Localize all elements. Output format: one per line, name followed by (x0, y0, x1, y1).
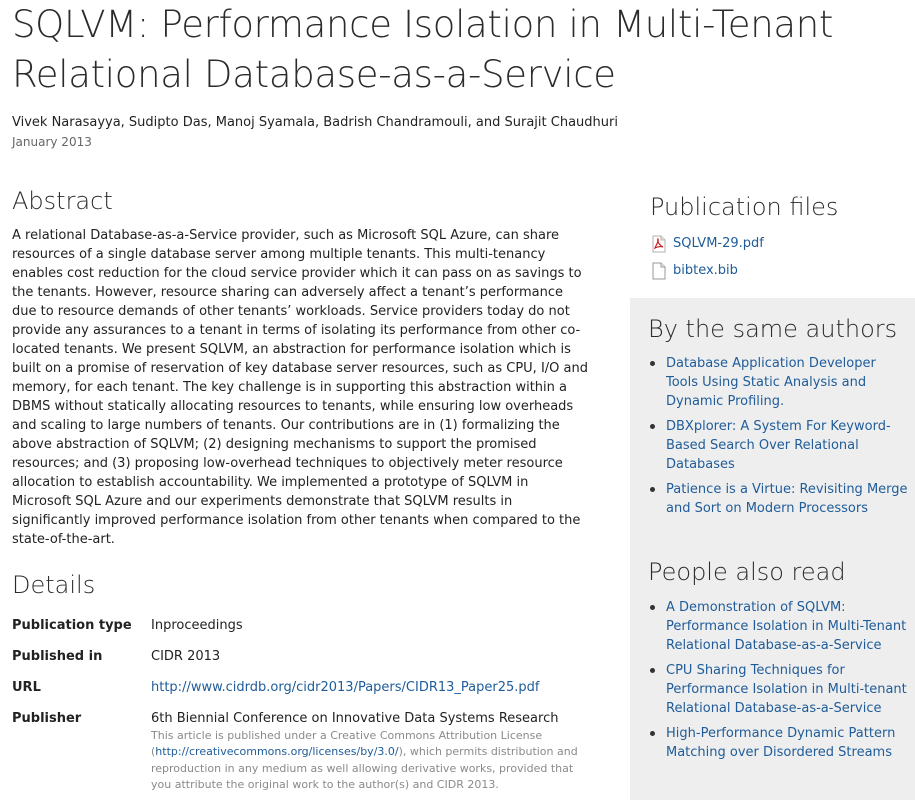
detail-label: URL (12, 680, 41, 695)
detail-label: Publisher (12, 711, 82, 726)
pdf-file-icon (650, 235, 668, 253)
details-table (12, 614, 590, 791)
file-item-bib[interactable] (650, 262, 738, 280)
page-title: SQLVM: Performance Isolation in Multi-Tenant Relational Database-as-a-Service (12, 3, 834, 96)
bullet (650, 424, 655, 429)
related-paper-link[interactable]: Database Application Developer Tools Using Static Analysis and Dynamic Profiling. (666, 356, 876, 409)
related-sidebar (630, 298, 915, 800)
list-item (666, 661, 911, 718)
people-also-read-list (666, 598, 911, 768)
detail-label: Publication type (12, 618, 132, 633)
same-authors-heading: By the same authors (648, 315, 898, 343)
paper-url-link[interactable]: http://www.cidrdb.org/cidr2013/Papers/CIDR13_Paper25.pdf (151, 680, 540, 695)
license-note (151, 728, 591, 793)
file-item-pdf[interactable] (650, 235, 764, 253)
list-item (666, 724, 911, 762)
same-authors-list (666, 354, 911, 524)
license-text-after: ), which permits distribution and reproduction in any medium as well allowing derivative works, provided that you attribute the original work to the author(s) and CIDR 2013. (151, 745, 578, 791)
license-link[interactable]: http://creativecommons.org/licenses/by/3.0/ (155, 745, 399, 759)
detail-value: Inproceedings (151, 618, 243, 633)
detail-value: 6th Biennial Conference on Innovative Data Systems Research (151, 711, 559, 726)
details-heading: Details (12, 571, 96, 599)
detail-row-published-in (12, 645, 590, 676)
related-paper-link[interactable]: Patience is a Virtue: Revisiting Merge and Sort on Modern Processors (666, 482, 908, 516)
list-item (666, 417, 911, 474)
bullet (650, 668, 655, 673)
abstract-text: A relational Database-as-a-Service provider, such as Microsoft SQL Azure, can share resources of a single database server among multiple tenants. This multi-tenancy enables cost reduction for the cloud service provider which it can pass on as savings to the tenants. However, resource sharing can adversely affect a tenant’s performance due to resource demands of other tenants’ workloads. Service providers today do not provide any assurances to a tenant in terms of isolating its performance from other co-located tenants. We present SQLVM, an abstraction for performance isolation which is built on a promise of reservation of key database server resources, such as CPU, I/O and memory, for each tenant. The key challenge is in supporting this abstraction within a DBMS without statically allocating resources to tenants, while ensuring low overheads and scaling to large numbers of tenants. Our contributions are in (1) formalizing the above abstraction of SQLVM; (2) designing mechanisms to support the promised resources; and (3) proposing low-overhead techniques to objectively meter resource allocation to establish accountability. We implemented a prototype of SQLVM in Microsoft SQL Azure and our experiments demonstrate that SQLVM results in significantly improved performance isolation from other tenants when compared to the state-of-the-art. (12, 228, 588, 547)
license-text-before: This article is published under a Creative Commons Attribution License ( (151, 729, 543, 759)
detail-row-publication-type (12, 614, 590, 645)
list-item (666, 598, 911, 655)
detail-label: Published in (12, 649, 103, 664)
related-paper-link[interactable]: High-Performance Dynamic Pattern Matching over Disordered Streams (666, 726, 896, 760)
document-file-icon (650, 262, 668, 280)
bullet (650, 605, 655, 610)
file-link[interactable]: bibtex.bib (673, 263, 738, 278)
detail-value: CIDR 2013 (151, 649, 221, 664)
bullet (650, 487, 655, 492)
bullet (650, 361, 655, 366)
related-paper-link[interactable]: A Demonstration of SQLVM: Performance Isolation in Multi-Tenant Relational Database-as-a-Service (666, 600, 907, 653)
publication-date: January 2013 (12, 135, 92, 149)
author-list: Vivek Narasayya, Sudipto Das, Manoj Syamala, Badrish Chandramouli, and Surajit Chaudhuri (12, 115, 618, 130)
related-paper-link[interactable]: DBXplorer: A System For Keyword-Based Search Over Relational Databases (666, 419, 891, 472)
file-link[interactable]: SQLVM-29.pdf (673, 236, 764, 251)
bullet (650, 731, 655, 736)
list-item (666, 480, 911, 518)
abstract-heading: Abstract (12, 187, 113, 215)
list-item (666, 354, 911, 411)
related-paper-link[interactable]: CPU Sharing Techniques for Performance Isolation in Multi-tenant Relational Database-as-a-Service (666, 663, 907, 716)
publication-files-heading: Publication files (650, 193, 839, 221)
people-also-read-heading: People also read (648, 558, 846, 586)
detail-row-url (12, 676, 590, 707)
